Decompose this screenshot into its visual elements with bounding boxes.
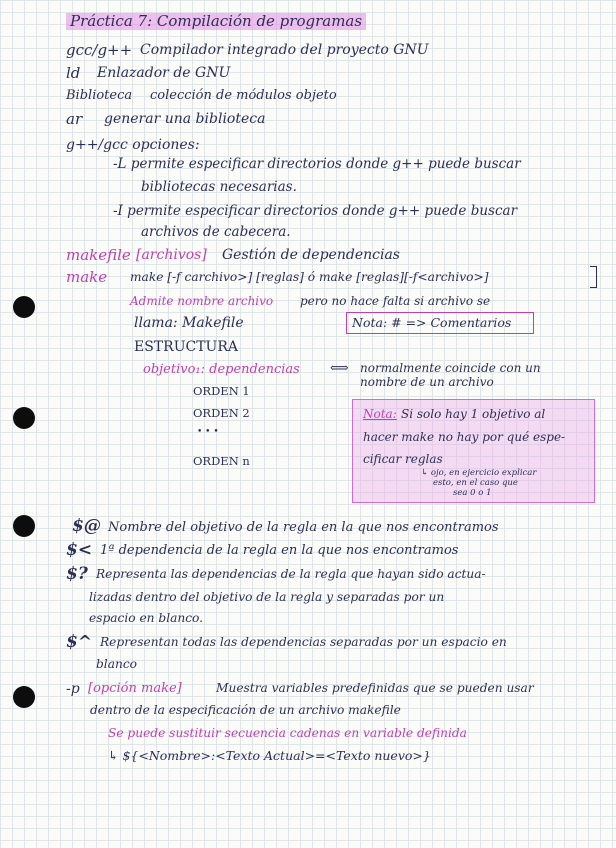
orden-n: ORDEN n (193, 454, 250, 468)
def-desc-gcc: Compilador integrado del proyecto GNU (140, 42, 429, 58)
make-syntax: make [-f carchivo>] [reglas] ó make [reglas][-f<archivo>] (130, 270, 489, 284)
nota-box-line3: cificar reglas (363, 452, 443, 466)
def-term-ar: ar (66, 110, 83, 128)
nota-box-line4: ↳ ojo, en ejercicio explicar (421, 468, 537, 478)
macro-q-desc-line1: Representa las dependencias de la regla que hayan sido actua- (96, 567, 486, 581)
macro-caret-symbol: $^ (66, 632, 93, 652)
macro-at-desc: Nombre del objetivo de la regla en la que nos encontramos (108, 520, 499, 535)
macro-q-desc-line3: espacio en blanco. (89, 611, 204, 625)
binder-hole (13, 296, 35, 318)
orden-1: ORDEN 1 (193, 384, 250, 398)
macro-q-symbol: $? (66, 564, 88, 584)
macro-lt-symbol: $< (66, 540, 93, 560)
arrow-icon: ⟺ (330, 361, 349, 376)
def-term-ld: ld (66, 64, 81, 82)
admite-rest: pero no hace falta si archivo se (300, 294, 491, 308)
nota-box (352, 399, 595, 503)
nota-box-line5: esto, en el caso que (433, 478, 518, 488)
def-term-gcc: gcc/g++ (66, 41, 133, 59)
macro-caret-desc-line2: blanco (96, 657, 137, 671)
binder-hole (13, 515, 35, 537)
page-title: Práctica 7: Compilación de programas (66, 13, 366, 30)
p-option-desc-line1: Muestra variables predefinidas que se pueden usar (216, 681, 534, 695)
def-desc-ar: generar una biblioteca (104, 111, 266, 127)
nota-box-label: Nota: (363, 407, 397, 421)
nota-box-line2: hacer make no hay por qué espe- (363, 430, 566, 444)
estructura-heading: ESTRUCTURA (134, 339, 238, 355)
p-option-label: [opción make] (88, 681, 182, 696)
binder-hole (13, 686, 35, 708)
make-syntax-bracket (590, 266, 597, 288)
p-option-syntax: ↳ ${<Nombre>:<Texto Actual>=<Texto nuevo>} (108, 748, 431, 763)
def-desc-ld: Enlazador de GNU (97, 65, 231, 81)
p-option-desc-line2: dentro de la especificación de un archivo makefile (90, 703, 401, 717)
arrow-note-line1: normalmente coincide con un (360, 361, 541, 375)
makefile-args: [archivos] (136, 247, 207, 263)
def-term-biblioteca: Biblioteca (66, 88, 133, 103)
option-I-line1: -I permite especificar directorios donde g++ puede buscar (113, 203, 518, 219)
makefile-term: makefile (66, 246, 131, 264)
macro-at-symbol: $@ (72, 516, 101, 536)
option-I-line2: archivos de cabecera. (141, 224, 291, 240)
make-term: make (66, 268, 108, 286)
nota-comentarios: Nota: # => Comentarios (352, 315, 512, 330)
nota-box-line6: sea 0 o 1 (453, 488, 492, 498)
objetivo-line: objetivo₁: dependencias (143, 362, 300, 377)
orden-dots: • • • (197, 427, 219, 437)
macro-q-desc-line2: lizadas dentro del objetivo de la regla y separadas por un (89, 590, 445, 604)
def-desc-biblioteca: colección de módulos objeto (150, 88, 337, 103)
options-heading: g++/gcc opciones: (66, 137, 200, 153)
option-L-line1: -L permite especificar directorios donde g++ puede buscar (113, 156, 521, 172)
option-L-line2: bibliotecas necesarias. (141, 179, 297, 195)
makefile-desc: Gestión de dependencias (222, 247, 400, 263)
macro-lt-desc: 1ª dependencia de la regla en la que nos encontramos (100, 543, 459, 558)
p-option-sustituir: Se puede sustituir secuencia cadenas en variable definida (108, 726, 467, 740)
macro-caret-desc-line1: Representan todas las dependencias separadas por un espacio en (100, 635, 507, 649)
admite-label: Admite nombre archivo (130, 294, 274, 308)
llama-makefile: llama: Makefile (134, 315, 244, 331)
nota-box-line1: Si solo hay 1 objetivo al (401, 407, 546, 421)
orden-2: ORDEN 2 (193, 406, 250, 420)
arrow-note-line2: nombre de un archivo (360, 375, 494, 389)
p-option-symbol: -p (66, 681, 80, 697)
binder-hole (13, 407, 35, 429)
